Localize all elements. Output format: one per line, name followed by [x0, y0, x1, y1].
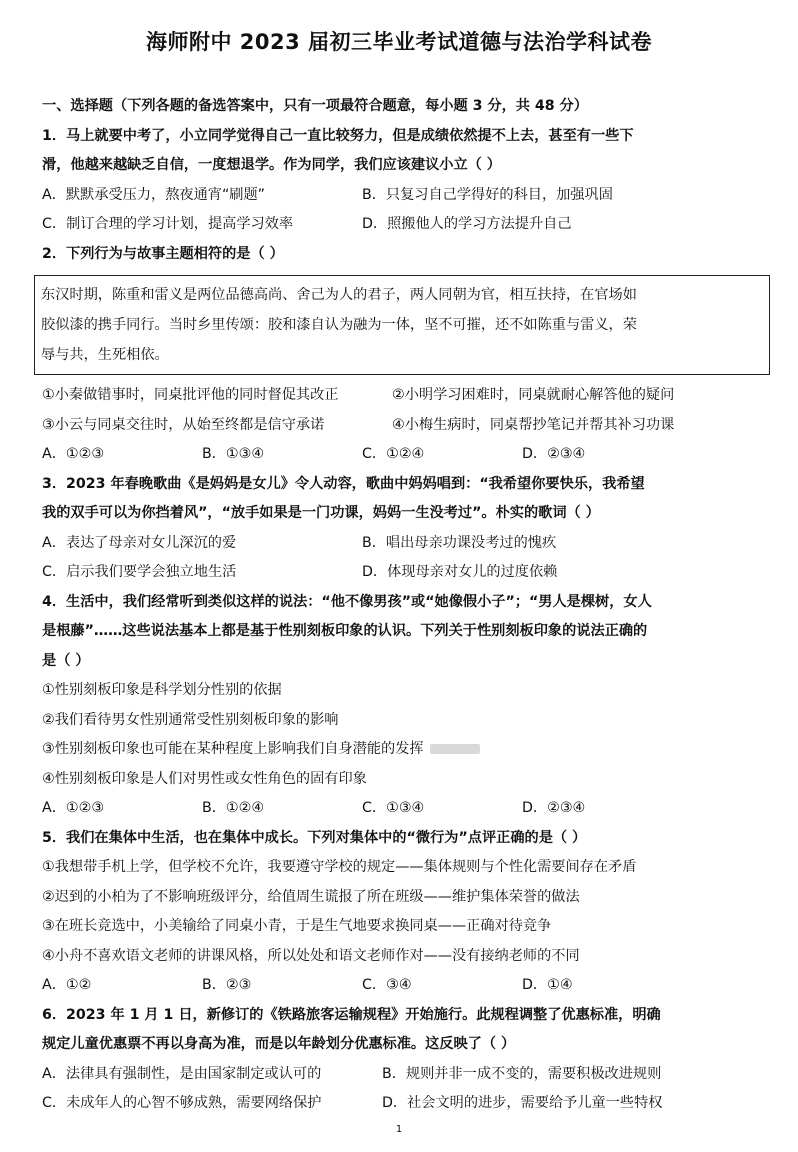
- option-d[interactable]: D．体现母亲对女儿的过度依赖: [362, 564, 558, 580]
- statement-4: ④小舟不喜欢语文老师的讲课风格，所以处处和语文老师作对——没有接纳老师的不同: [42, 947, 580, 964]
- question-stem: 2．下列行为与故事主题相符的是（ ）: [42, 245, 284, 262]
- option-c[interactable]: C．①③④: [362, 800, 425, 816]
- page-number: 1: [395, 1124, 403, 1135]
- option-a[interactable]: A．①②③: [42, 446, 105, 462]
- question-6: [42, 1001, 762, 1060]
- option-d[interactable]: D．照搬他人的学习方法提升自己: [362, 216, 572, 232]
- story-line: 胶似漆的携手同行。当时乡里传颂：胶和漆自认为融为一体，坚不可摧，还不如陈重与雷义，荣: [41, 317, 637, 333]
- question-stem: 是根藤”……这些说法基本上都是基于性别刻板印象的认识。下列关于性别刻板印象的说法正确的: [42, 623, 648, 639]
- option-d[interactable]: D．②③④: [522, 800, 586, 816]
- question-stem: 规定儿童优惠票不再以身高为准，而是以年龄划分优惠标准。这反映了（ ）: [42, 1036, 516, 1052]
- question-stem: 5．我们在集体中生活，也在集体中成长。下列对集体中的“微行为”点评正确的是（ ）: [42, 829, 587, 846]
- option-a[interactable]: A．表达了母亲对女儿深沉的爱: [42, 534, 237, 551]
- statement-1: ①小秦做错事时，同桌批评他的同时督促其改正: [42, 387, 339, 403]
- exam-body: [42, 92, 762, 1119]
- statement-1: ①我想带手机上学，但学校不允许，我要遵守学校的规定——集体规则与个性化需要间存在矛盾: [42, 859, 637, 875]
- statement-3: ③小云与同桌交往时，从始至终都是信守承诺: [42, 416, 325, 433]
- options-row: [42, 558, 762, 588]
- options-row: [42, 529, 762, 559]
- option-a[interactable]: A．①②: [42, 977, 92, 993]
- options-row: [42, 440, 762, 470]
- option-b[interactable]: B．①②④: [202, 800, 265, 816]
- option-b[interactable]: B．唱出母亲功课没考过的愧疚: [362, 534, 557, 551]
- question-5: [42, 824, 762, 854]
- statement-3-wrap: [42, 735, 762, 765]
- option-d[interactable]: D．①④: [522, 977, 573, 993]
- question-stem: 滑，他越来越缺乏自信，一度想退学。作为同学，我们应该建议小立（ ）: [42, 157, 501, 173]
- options-row: [42, 794, 762, 824]
- question-stem: 1．马上就要中考了，小立同学觉得自己一直比较努力，但是成绩依然提不上去，甚至有一些下: [42, 127, 634, 144]
- statement-4: ④小梅生病时，同桌帮抄笔记并帮其补习功课: [392, 416, 675, 433]
- statement-2: ②小明学习困难时，同桌就耐心解答他的疑问: [392, 387, 675, 403]
- statements-row: [42, 381, 762, 411]
- option-b[interactable]: B．②③: [202, 977, 252, 993]
- option-c[interactable]: C．③④: [362, 977, 412, 993]
- question-stem: 3．2023 年春晚歌曲《是妈妈是女儿》令人动容，歌曲中妈妈唱到：“我希望你要快乐，我希望: [42, 475, 645, 492]
- question-1: [42, 122, 762, 181]
- options-row: [42, 1089, 762, 1119]
- section-heading: 一、选择题（下列各题的备选答案中，只有一项最符合题意，每小题 3 分，共 48 分）: [42, 98, 588, 114]
- statement-3: ③性别刻板印象也可能在某种程度上影响我们自身潜能的发挥: [42, 741, 424, 757]
- options-row: [42, 971, 762, 1001]
- option-b[interactable]: B．只复习自己学得好的科目，加强巩固: [362, 186, 613, 203]
- question-stem: 我的双手可以为你挡着风”，“放手如果是一门功课，妈妈一生没考过”。朴实的歌词（ ）: [42, 505, 600, 521]
- statements-row: [42, 411, 762, 441]
- option-c[interactable]: C．未成年人的心智不够成熟，需要网络保护: [42, 1095, 322, 1111]
- question-2: [42, 240, 762, 270]
- options-row: [42, 181, 762, 211]
- question-stem: 4．生活中，我们经常听到类似这样的说法：“他不像男孩”或“她像假小子”；“男人是棵树，女人: [42, 593, 652, 610]
- statement-2: ②迟到的小柏为了不影响班级评分，给值周生谎报了所在班级——维护集体荣誉的做法: [42, 888, 580, 905]
- option-b[interactable]: B．规则并非一成不变的，需要积极改进规则: [382, 1065, 662, 1082]
- options-row: [42, 210, 762, 240]
- option-a[interactable]: A．法律具有强制性，是由国家制定或认可的: [42, 1065, 322, 1082]
- option-d[interactable]: D．社会文明的进步，需要给予儿童一些特权: [382, 1095, 663, 1111]
- question-3: [42, 470, 762, 529]
- option-a[interactable]: A．默默承受压力，熬夜通宵“刷题”: [42, 186, 266, 203]
- option-a[interactable]: A．①②③: [42, 800, 105, 816]
- option-c[interactable]: C．启示我们要学会独立地生活: [42, 564, 237, 580]
- option-c[interactable]: C．制订合理的学习计划，提高学习效率: [42, 216, 294, 232]
- statement-3: ③在班长竞选中，小美输给了同桌小青，于是生气地要求换同桌——正确对待竞争: [42, 918, 552, 934]
- story-line: 东汉时期，陈重和雷义是两位品德高尚、舍己为人的君子，两人同朝为官，相互扶持，在官场如: [41, 287, 637, 303]
- question-stem: 6．2023 年 1 月 1 日，新修订的《铁路旅客运输规程》开始施行。此规程调整了优惠标准，明确: [42, 1006, 661, 1023]
- option-b[interactable]: B．①③④: [202, 446, 265, 462]
- story-line: 辱与共，生死相依。: [41, 347, 169, 363]
- statement-4: ④性别刻板印象是人们对男性或女性角色的固有印象: [42, 770, 367, 787]
- option-d[interactable]: D．②③④: [522, 446, 586, 462]
- statement-2: ②我们看待男女性别通常受性别刻板印象的影响: [42, 711, 339, 728]
- question-4: [42, 588, 762, 677]
- statement-1: ①性别刻板印象是科学划分性别的依据: [42, 682, 282, 698]
- story-box: [34, 275, 770, 375]
- smudge-mark: [430, 744, 480, 754]
- options-row: [42, 1060, 762, 1090]
- exam-title: 海师附中 2023 届初三毕业考试道德与法治学科试卷: [145, 30, 653, 54]
- question-stem: 是（ ）: [42, 652, 90, 669]
- option-c[interactable]: C．①②④: [362, 446, 425, 462]
